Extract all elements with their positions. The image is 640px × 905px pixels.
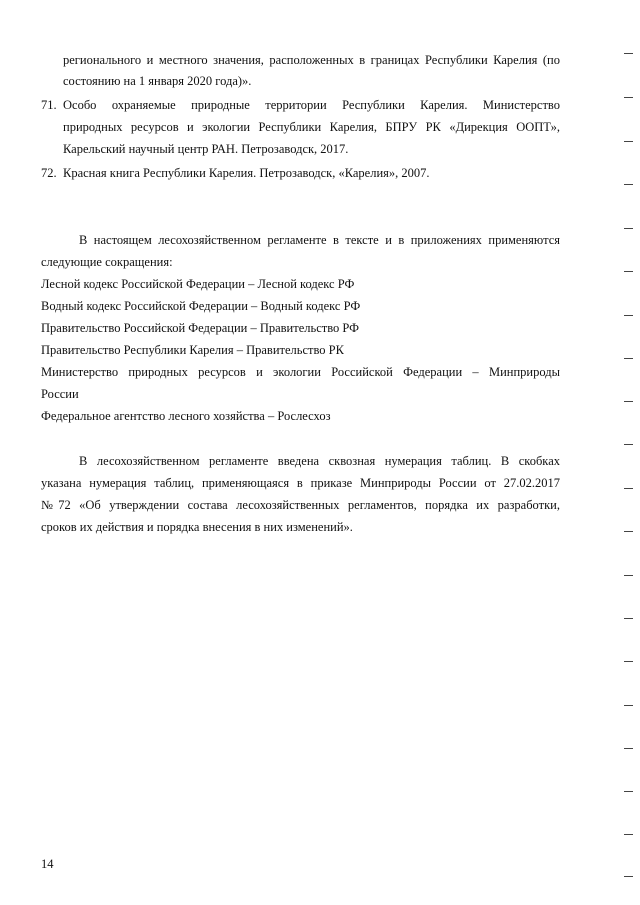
abbreviation-item: Водный кодекс Российской Федерации – Водный кодекс РФ [41,299,361,313]
scan-mark [624,97,633,98]
scan-mark [624,358,633,359]
scan-mark [624,444,633,445]
reference-71-line-3: Карельский научный центр РАН. Петрозаводск, 2017. [63,142,349,156]
scan-mark [624,876,633,877]
abbreviation-ministry-line-1: Министерство природных ресурсов и экологии Российской Федерации – Минприроды [41,365,560,379]
page-number: 14 [41,857,54,871]
scan-mark [624,141,633,142]
scan-mark [624,228,633,229]
scan-mark [624,401,633,402]
scan-mark [624,184,633,185]
abbreviation-item: Лесной кодекс Российской Федерации – Лесной кодекс РФ [41,277,355,291]
scan-mark [624,834,633,835]
reference-72-line-1: Красная книга Республики Карелия. Петрозаводск, «Карелия», 2007. [63,166,430,180]
scan-mark [624,575,633,576]
scan-mark [624,705,633,706]
scan-mark [624,53,633,54]
scan-mark [624,748,633,749]
scan-mark [624,531,633,532]
scan-mark [624,791,633,792]
numbering-note-line-1: В лесохозяйственном регламенте введена сквозная нумерация таблиц. В скобках [79,454,560,468]
scan-mark [624,618,633,619]
abbreviation-agency: Федеральное агентство лесного хозяйства – Рослесхоз [41,409,331,423]
abbreviations-intro-line-2: следующие сокращения: [41,255,173,269]
reference-number-71: 71. [41,98,57,112]
reference-71-line-2: природных ресурсов и экологии Республики Карелия, БПРУ РК «Дирекция ООПТ», [63,120,560,134]
scan-mark [624,661,633,662]
scan-mark [624,315,633,316]
abbreviation-ministry-line-2: России [41,387,79,401]
abbreviation-item: Правительство Российской Федерации – Правительство РФ [41,321,360,335]
reference-71-line-1: Особо охраняемые природные территории Республики Карелия. Министерство [63,98,560,112]
reference-continuation-line-2: состоянию на 1 января 2020 года)». [63,74,252,88]
abbreviations-intro-line-1: В настоящем лесохозяйственном регламенте в тексте и в приложениях применяются [79,233,560,247]
reference-number-72: 72. [41,166,57,180]
numbering-note-line-3: №72 «Об утверждении состава лесохозяйственных регламентов, порядка их разработки, [41,498,560,512]
numbering-note-line-2: указана нумерация таблиц, применяющаяся в приказе Минприроды России от 27.02.2017 [41,476,560,490]
numbering-note-line-4: сроков их действия и порядка внесения в них изменений». [41,520,353,534]
margin-scan-marks [620,0,640,905]
abbreviation-item: Правительство Республики Карелия – Правительство РК [41,343,344,357]
reference-continuation-line-1: регионального и местного значения, расположенных в границах Республики Карелия (по [63,53,560,67]
scan-mark [624,271,633,272]
scan-mark [624,488,633,489]
